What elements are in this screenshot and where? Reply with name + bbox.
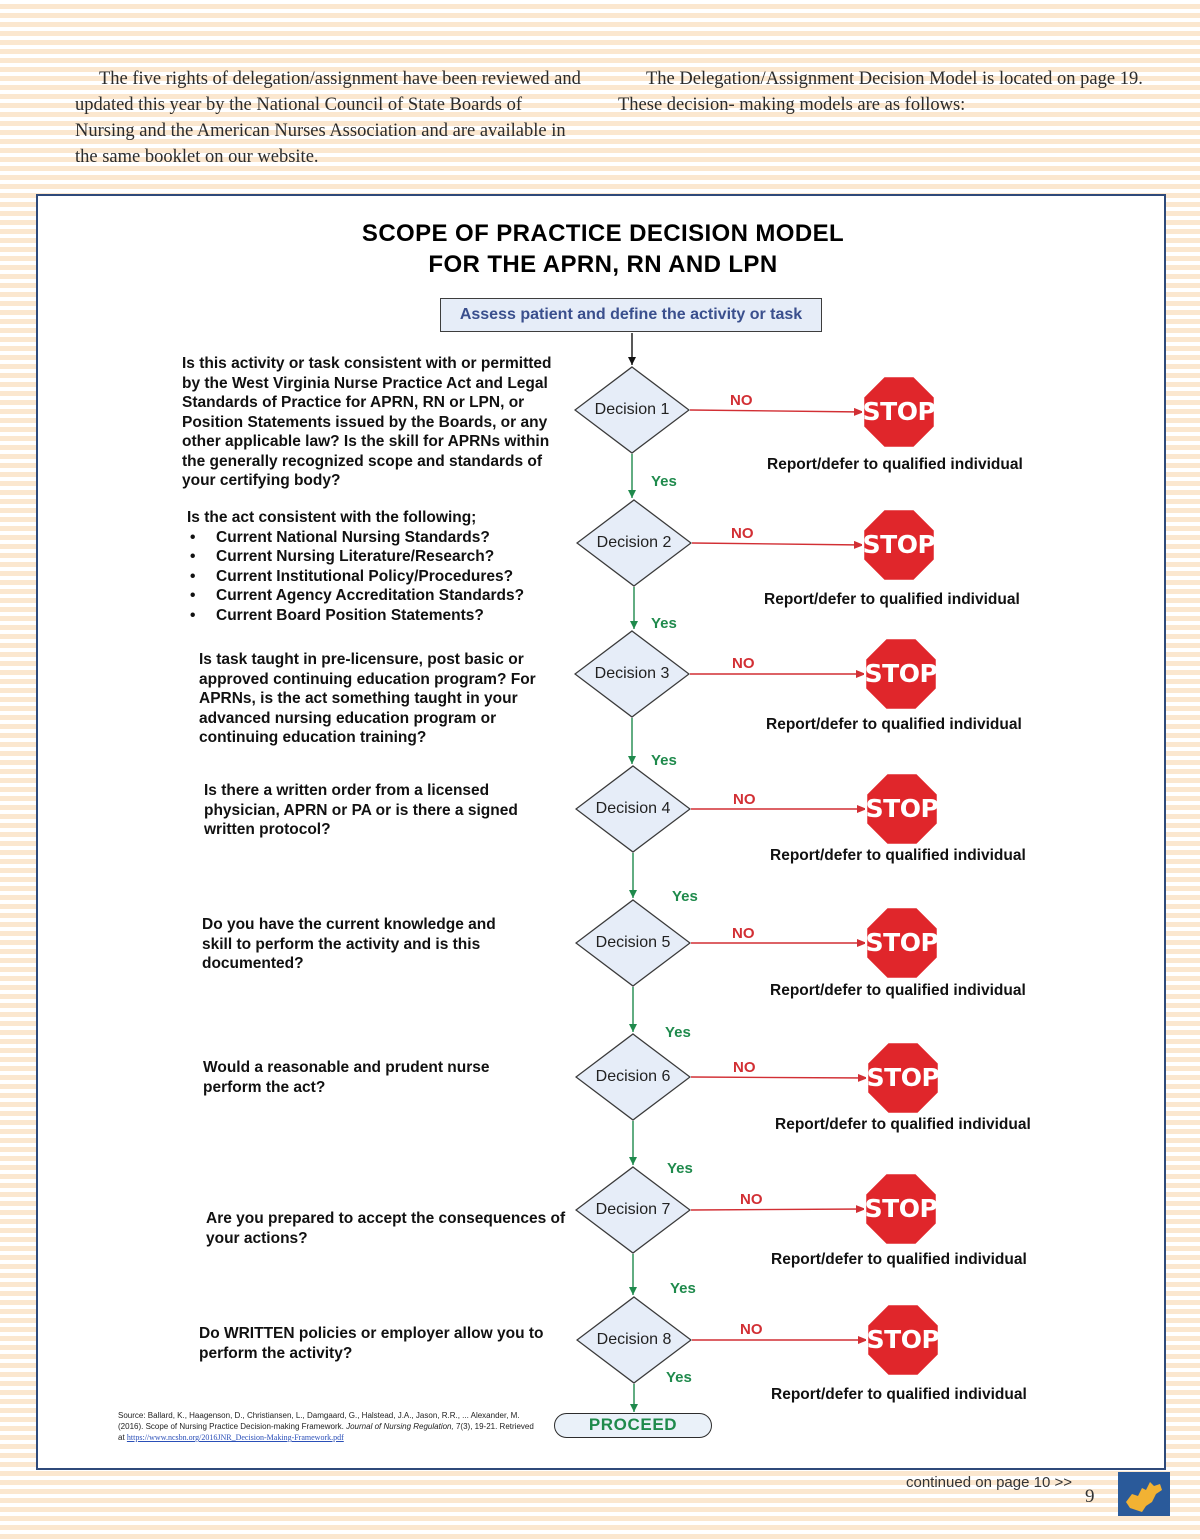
figure-title-line2: FOR THE APRN, RN AND LPN	[428, 251, 778, 278]
decision-2-diamond	[576, 499, 692, 587]
stop-sign-2-text: STOP	[862, 530, 936, 559]
stop-sign-7-text: STOP	[864, 1194, 938, 1223]
assess-patient-box: Assess patient and define the activity or task	[440, 298, 822, 332]
stop-sign-3-icon	[864, 637, 938, 711]
decision-7-label: Decision 7	[595, 1201, 671, 1218]
decision-5-diamond	[575, 899, 691, 987]
decision-5-yes: Yes	[665, 1024, 691, 1041]
report-8: Report/defer to qualified individual	[771, 1386, 1027, 1403]
source-journal: Journal of Nursing Regulation,	[346, 1422, 454, 1431]
west-virginia-state-icon	[1118, 1472, 1170, 1516]
decision-2-bullet: • Current Board Position Statements?	[187, 606, 577, 626]
decision-6-label: Decision 6	[595, 1068, 671, 1085]
stop-sign-4-icon	[865, 772, 939, 846]
decision-3-diamond	[574, 630, 690, 718]
no-arrow-2	[692, 543, 864, 545]
stop-sign-1-icon	[862, 375, 936, 449]
continued-note: continued on page 10 >>	[906, 1474, 1072, 1491]
decision-3-label: Decision 3	[594, 665, 670, 682]
decision-2-bullet: • Current National Nursing Standards?	[187, 528, 577, 548]
decision-5-label: Decision 5	[595, 934, 671, 951]
decision-1-diamond	[574, 366, 690, 454]
stop-sign-1-text: STOP	[862, 397, 936, 426]
decision-1-yes: Yes	[651, 473, 677, 490]
decision-6-yes: Yes	[667, 1160, 693, 1177]
decision-2-yes: Yes	[651, 615, 677, 632]
no-arrow-7	[691, 1209, 866, 1210]
report-2: Report/defer to qualified individual	[764, 591, 1020, 608]
decision-4-label: Decision 4	[595, 800, 671, 817]
decision-4-question: Is there a written order from a licensed physician, APRN or PA or is there a signed written protocol?	[204, 782, 518, 838]
decision-7-no: NO	[740, 1191, 763, 1208]
decision-7-question: Are you prepared to accept the consequences of your actions?	[206, 1210, 566, 1247]
decision-4-no: NO	[733, 791, 756, 808]
source-text: Source: Ballard, K., Haagenson, D., Christiansen, L., Damgaard, G., Halstead, J.A., Jason, R.R., ... Alexander, M. (2016). Scope of Nursing Practice Decision-making Framework.	[118, 1411, 520, 1431]
decision-2-bullet: • Current Institutional Policy/Procedures?	[187, 567, 577, 587]
page-number: 9	[1085, 1486, 1095, 1507]
report-3: Report/defer to qualified individual	[766, 716, 1022, 733]
decision-2-question	[187, 508, 577, 625]
decision-3-no: NO	[732, 655, 755, 672]
intro-right-paragraph: The Delegation/Assignment Decision Model is located on page 19. These decision- making models are as follows:	[618, 69, 1143, 115]
proceed-terminal: PROCEED	[554, 1413, 712, 1438]
report-5: Report/defer to qualified individual	[770, 982, 1026, 999]
decision-model-figure	[36, 194, 1166, 1470]
decision-8-yes: Yes	[666, 1369, 692, 1386]
no-arrow-6	[691, 1077, 868, 1078]
no-arrow-1	[690, 410, 864, 412]
decision-2-bullet: • Current Nursing Literature/Research?	[187, 547, 577, 567]
stop-sign-5-icon	[865, 906, 939, 980]
report-7: Report/defer to qualified individual	[771, 1251, 1027, 1268]
stop-sign-7-icon	[864, 1172, 938, 1246]
source-citation	[118, 1410, 538, 1443]
stop-sign-2-icon	[862, 508, 936, 582]
report-1: Report/defer to qualified individual	[767, 456, 1023, 473]
decision-2-bullet: • Current Agency Accreditation Standards?	[187, 586, 577, 606]
decision-8-label: Decision 8	[596, 1331, 672, 1348]
report-4: Report/defer to qualified individual	[770, 847, 1026, 864]
decision-5-no: NO	[732, 925, 755, 942]
decision-2-no: NO	[731, 525, 754, 542]
decision-2-question-intro: Is the act consistent with the following;	[187, 509, 477, 526]
decision-2-label: Decision 2	[596, 534, 672, 551]
stop-sign-5-text: STOP	[865, 928, 939, 957]
decision-1-no: NO	[730, 392, 753, 409]
report-6: Report/defer to qualified individual	[775, 1116, 1031, 1133]
decision-1-label: Decision 1	[594, 401, 670, 418]
intro-left-paragraph: The five rights of delegation/assignment have been reviewed and updated this year by the National Council of State Boards of Nursing and the American Nurses Association and are available in the same booklet on our website.	[75, 69, 581, 167]
stop-sign-8-text: STOP	[866, 1325, 940, 1354]
decision-2-bullet-list	[187, 528, 577, 626]
decision-4-diamond	[575, 765, 691, 853]
decision-8-question: Do WRITTEN policies or employer allow you to perform the activity?	[199, 1325, 544, 1362]
stop-sign-6-text: STOP	[866, 1063, 940, 1092]
decision-8-no: NO	[740, 1321, 763, 1338]
stop-sign-4-text: STOP	[865, 794, 939, 823]
decision-3-question: Is task taught in pre-licensure, post basic or approved continuing education program? For APRNs, is the act something taught in your advanced nursing education program or continuing education training?	[199, 651, 536, 746]
source-link[interactable]: https://www.ncsbn.org/2016JNR_Decision-Making-Framework.pdf	[126, 1433, 344, 1442]
decision-6-question: Would a reasonable and prudent nurse perform the act?	[203, 1059, 490, 1096]
figure-title-line1: SCOPE OF PRACTICE DECISION MODEL	[361, 220, 845, 247]
decision-7-diamond	[575, 1166, 691, 1254]
decision-3-yes: Yes	[651, 752, 677, 769]
stop-sign-3-text: STOP	[864, 659, 938, 688]
decision-4-yes: Yes	[672, 888, 698, 905]
source-volume: 7(3), 19-21. Retrieved at	[118, 1422, 534, 1442]
decision-1-question: Is this activity or task consistent with or permitted by the West Virginia Nurse Practice Act and Legal Standards of Practice for APRN, RN or LPN, or Position Statements issued by the Boards, or any other applicable law? Is the skill for APRNs within the generally recognized scope and standards of your certifying body?	[182, 355, 552, 489]
stop-sign-6-icon	[866, 1041, 940, 1115]
decision-6-diamond	[575, 1033, 691, 1121]
stop-sign-8-icon	[866, 1303, 940, 1377]
decision-6-no: NO	[733, 1059, 756, 1076]
decision-7-yes: Yes	[670, 1280, 696, 1297]
decision-5-question: Do you have the current knowledge and skill to perform the activity and is this documented?	[202, 916, 496, 972]
